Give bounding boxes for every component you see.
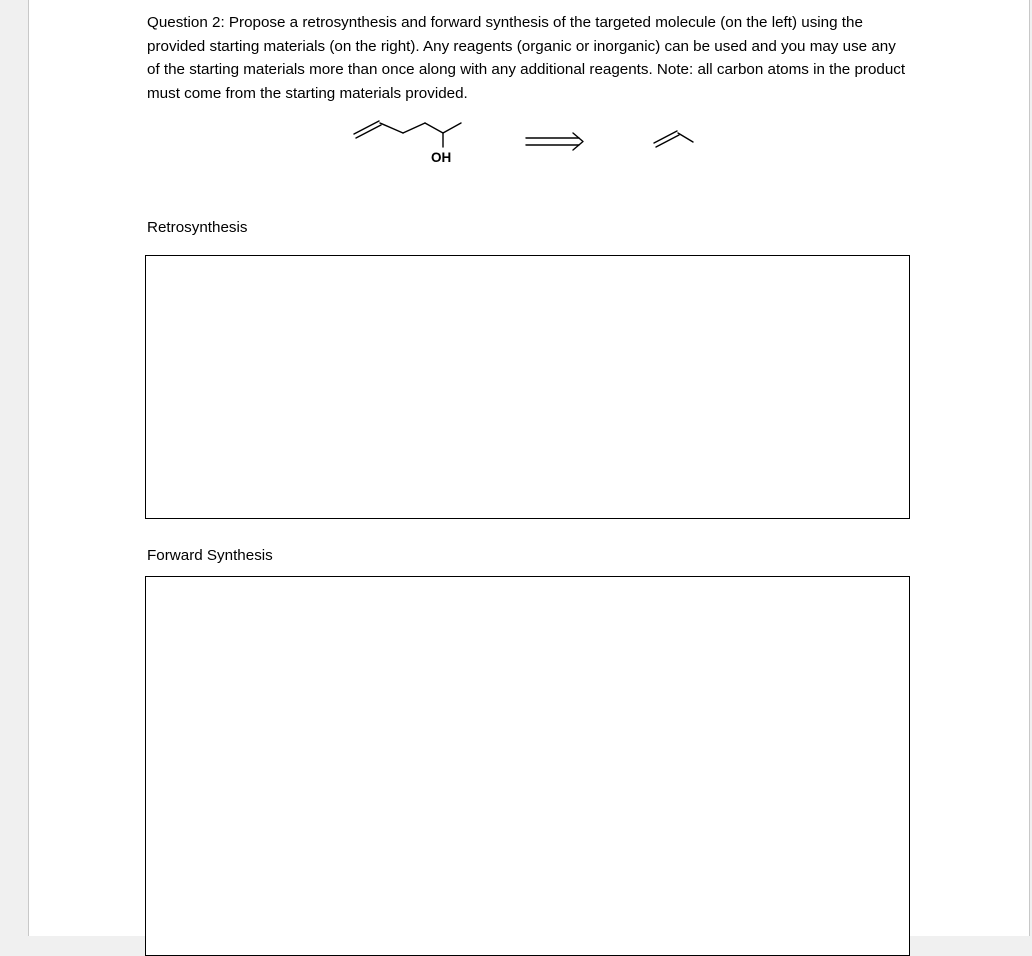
forward-synthesis-heading: Forward Synthesis [147, 547, 273, 564]
retrosynthetic-arrow [526, 133, 583, 150]
document-page [28, 0, 1030, 936]
retrosynthesis-answer-box[interactable] [145, 255, 910, 519]
chain-bond-2 [403, 123, 425, 133]
target-molecule [354, 121, 461, 147]
propene-double-bond-1 [654, 131, 677, 143]
hydroxyl-label: OH [431, 150, 452, 165]
starting-material-propene [654, 131, 693, 147]
propene-single-bond [678, 133, 693, 142]
retrosynthesis-heading: Retrosynthesis [147, 219, 248, 236]
chain-bond-3 [425, 123, 443, 133]
arrow-head [573, 133, 583, 150]
forward-synthesis-answer-box[interactable] [145, 576, 910, 956]
chain-bond-4 [443, 123, 461, 133]
reaction-scheme [29, 0, 1031, 180]
question-text: Question 2: Propose a retrosynthesis and forward synthesis of the targeted molecule (on the left) using the provided starting materials (on the right). Any reagents (organic or inorganic) can be used and you may use any of the starting materials more than once along with any additional reagents. Note: all carbon atoms in the product must come from the starting materials provided. [147, 14, 906, 102]
propene-double-bond-2 [656, 135, 679, 147]
chain-bond-1 [380, 123, 403, 133]
